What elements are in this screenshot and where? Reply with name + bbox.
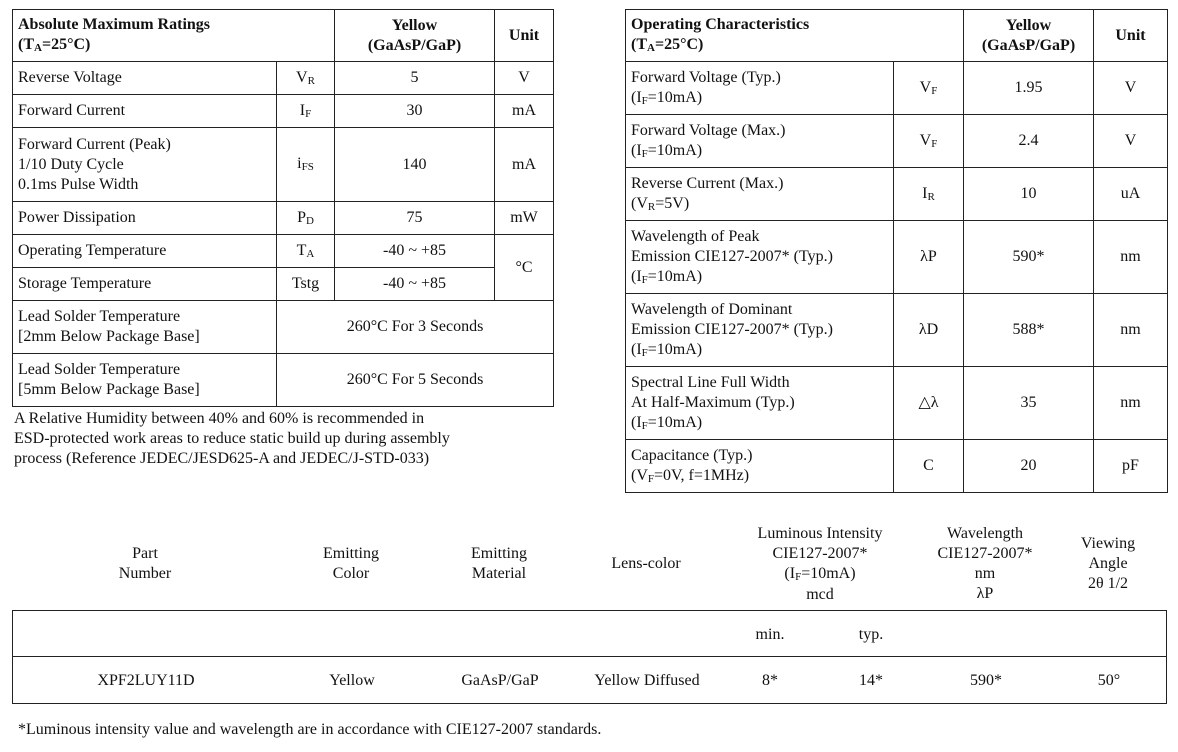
header-luminous-intensity: Luminous Intensity CIE127-2007* (IF=10mA) mcd — [757, 525, 883, 603]
absolute-maximum-ratings-table — [12, 9, 554, 407]
table-row: Forward Voltage (Max.) (IF=10mA) VF 2.4 V — [626, 115, 1168, 168]
viewing-angle-value: 50° — [1097, 672, 1121, 689]
opc-header-title: Operating Characteristics (TA=25°C) — [626, 10, 964, 62]
opc-header-unit: Unit — [1094, 10, 1168, 62]
wavelength-value: 590* — [970, 672, 1002, 689]
luminous-min: 8* — [762, 672, 778, 689]
header-viewing-angle: Viewing Angle 2θ 1/2 — [1080, 535, 1136, 592]
row-divider — [13, 656, 1166, 657]
table-row: Lead Solder Temperature [5mm Below Package Base] 260°C For 5 Seconds — [13, 354, 554, 407]
opc-header-device: Yellow (GaAsP/GaP) — [964, 10, 1094, 62]
footnote: *Luminous intensity value and wavelength are in accordance with CIE127-2007 standards. — [18, 721, 602, 738]
product-table — [12, 610, 1167, 704]
header-part-number: Part Number — [118, 545, 172, 582]
table-row: Capacitance (Typ.) (VF=0V, f=1MHz) C 20 pF — [626, 440, 1168, 493]
table-row: Reverse Voltage VR 5 V — [13, 62, 554, 95]
product-table-header — [12, 522, 1168, 608]
table-row: Reverse Current (Max.) (VR=5V) IR 10 uA — [626, 168, 1168, 221]
table-row: Wavelength of Dominant Emission CIE127-2007* (Typ.) (IF=10mA) λD 588* nm — [626, 294, 1168, 367]
header-wavelength: Wavelength CIE127-2007* nm λP — [937, 525, 1033, 602]
typ-label: typ. — [858, 626, 884, 643]
table-row: Lead Solder Temperature [2mm Below Package Base] 260°C For 3 Seconds — [13, 301, 554, 354]
table-row: Operating Temperature TA -40 ~ +85 °C — [13, 235, 554, 268]
header-emitting-material: Emitting Material — [471, 545, 527, 582]
emitting-color: Yellow — [329, 672, 375, 689]
operating-characteristics-table — [625, 9, 1168, 493]
lens-color: Yellow Diffused — [594, 672, 700, 689]
header-emitting-color: Emitting Color — [323, 545, 379, 582]
table-row: Spectral Line Full Width At Half-Maximum (Typ.) (IF=10mA) △λ 35 nm — [626, 367, 1168, 440]
table-row: Forward Current (Peak) 1/10 Duty Cycle 0.1ms Pulse Width iFS 140 mA — [13, 128, 554, 202]
amr-header-unit: Unit — [495, 10, 554, 62]
header-lens-color: Lens-color — [611, 555, 681, 572]
table-row: Power Dissipation PD 75 mW — [13, 202, 554, 235]
table-row: Forward Voltage (Typ.) (IF=10mA) VF 1.95 V — [626, 62, 1168, 115]
amr-header-title: Absolute Maximum Ratings (TA=25°C) — [13, 10, 335, 62]
luminous-typ: 14* — [859, 672, 883, 689]
table-row: Forward Current IF 30 mA — [13, 95, 554, 128]
part-number: XPF2LUY11D — [97, 672, 195, 689]
table-row: Storage Temperature Tstg -40 ~ +85 — [13, 268, 554, 301]
min-label: min. — [755, 626, 785, 643]
amr-header-device: Yellow (GaAsP/GaP) — [335, 10, 495, 62]
table-row: Wavelength of Peak Emission CIE127-2007* (Typ.) (IF=10mA) λP 590* nm — [626, 221, 1168, 294]
emitting-material: GaAsP/GaP — [461, 672, 539, 689]
humidity-note: A Relative Humidity between 40% and 60% is recommended in ESD-protected work areas to reduce static build up during assembly process (Reference JEDEC/JESD625-A and JEDEC/J-STD-033) — [14, 410, 450, 467]
